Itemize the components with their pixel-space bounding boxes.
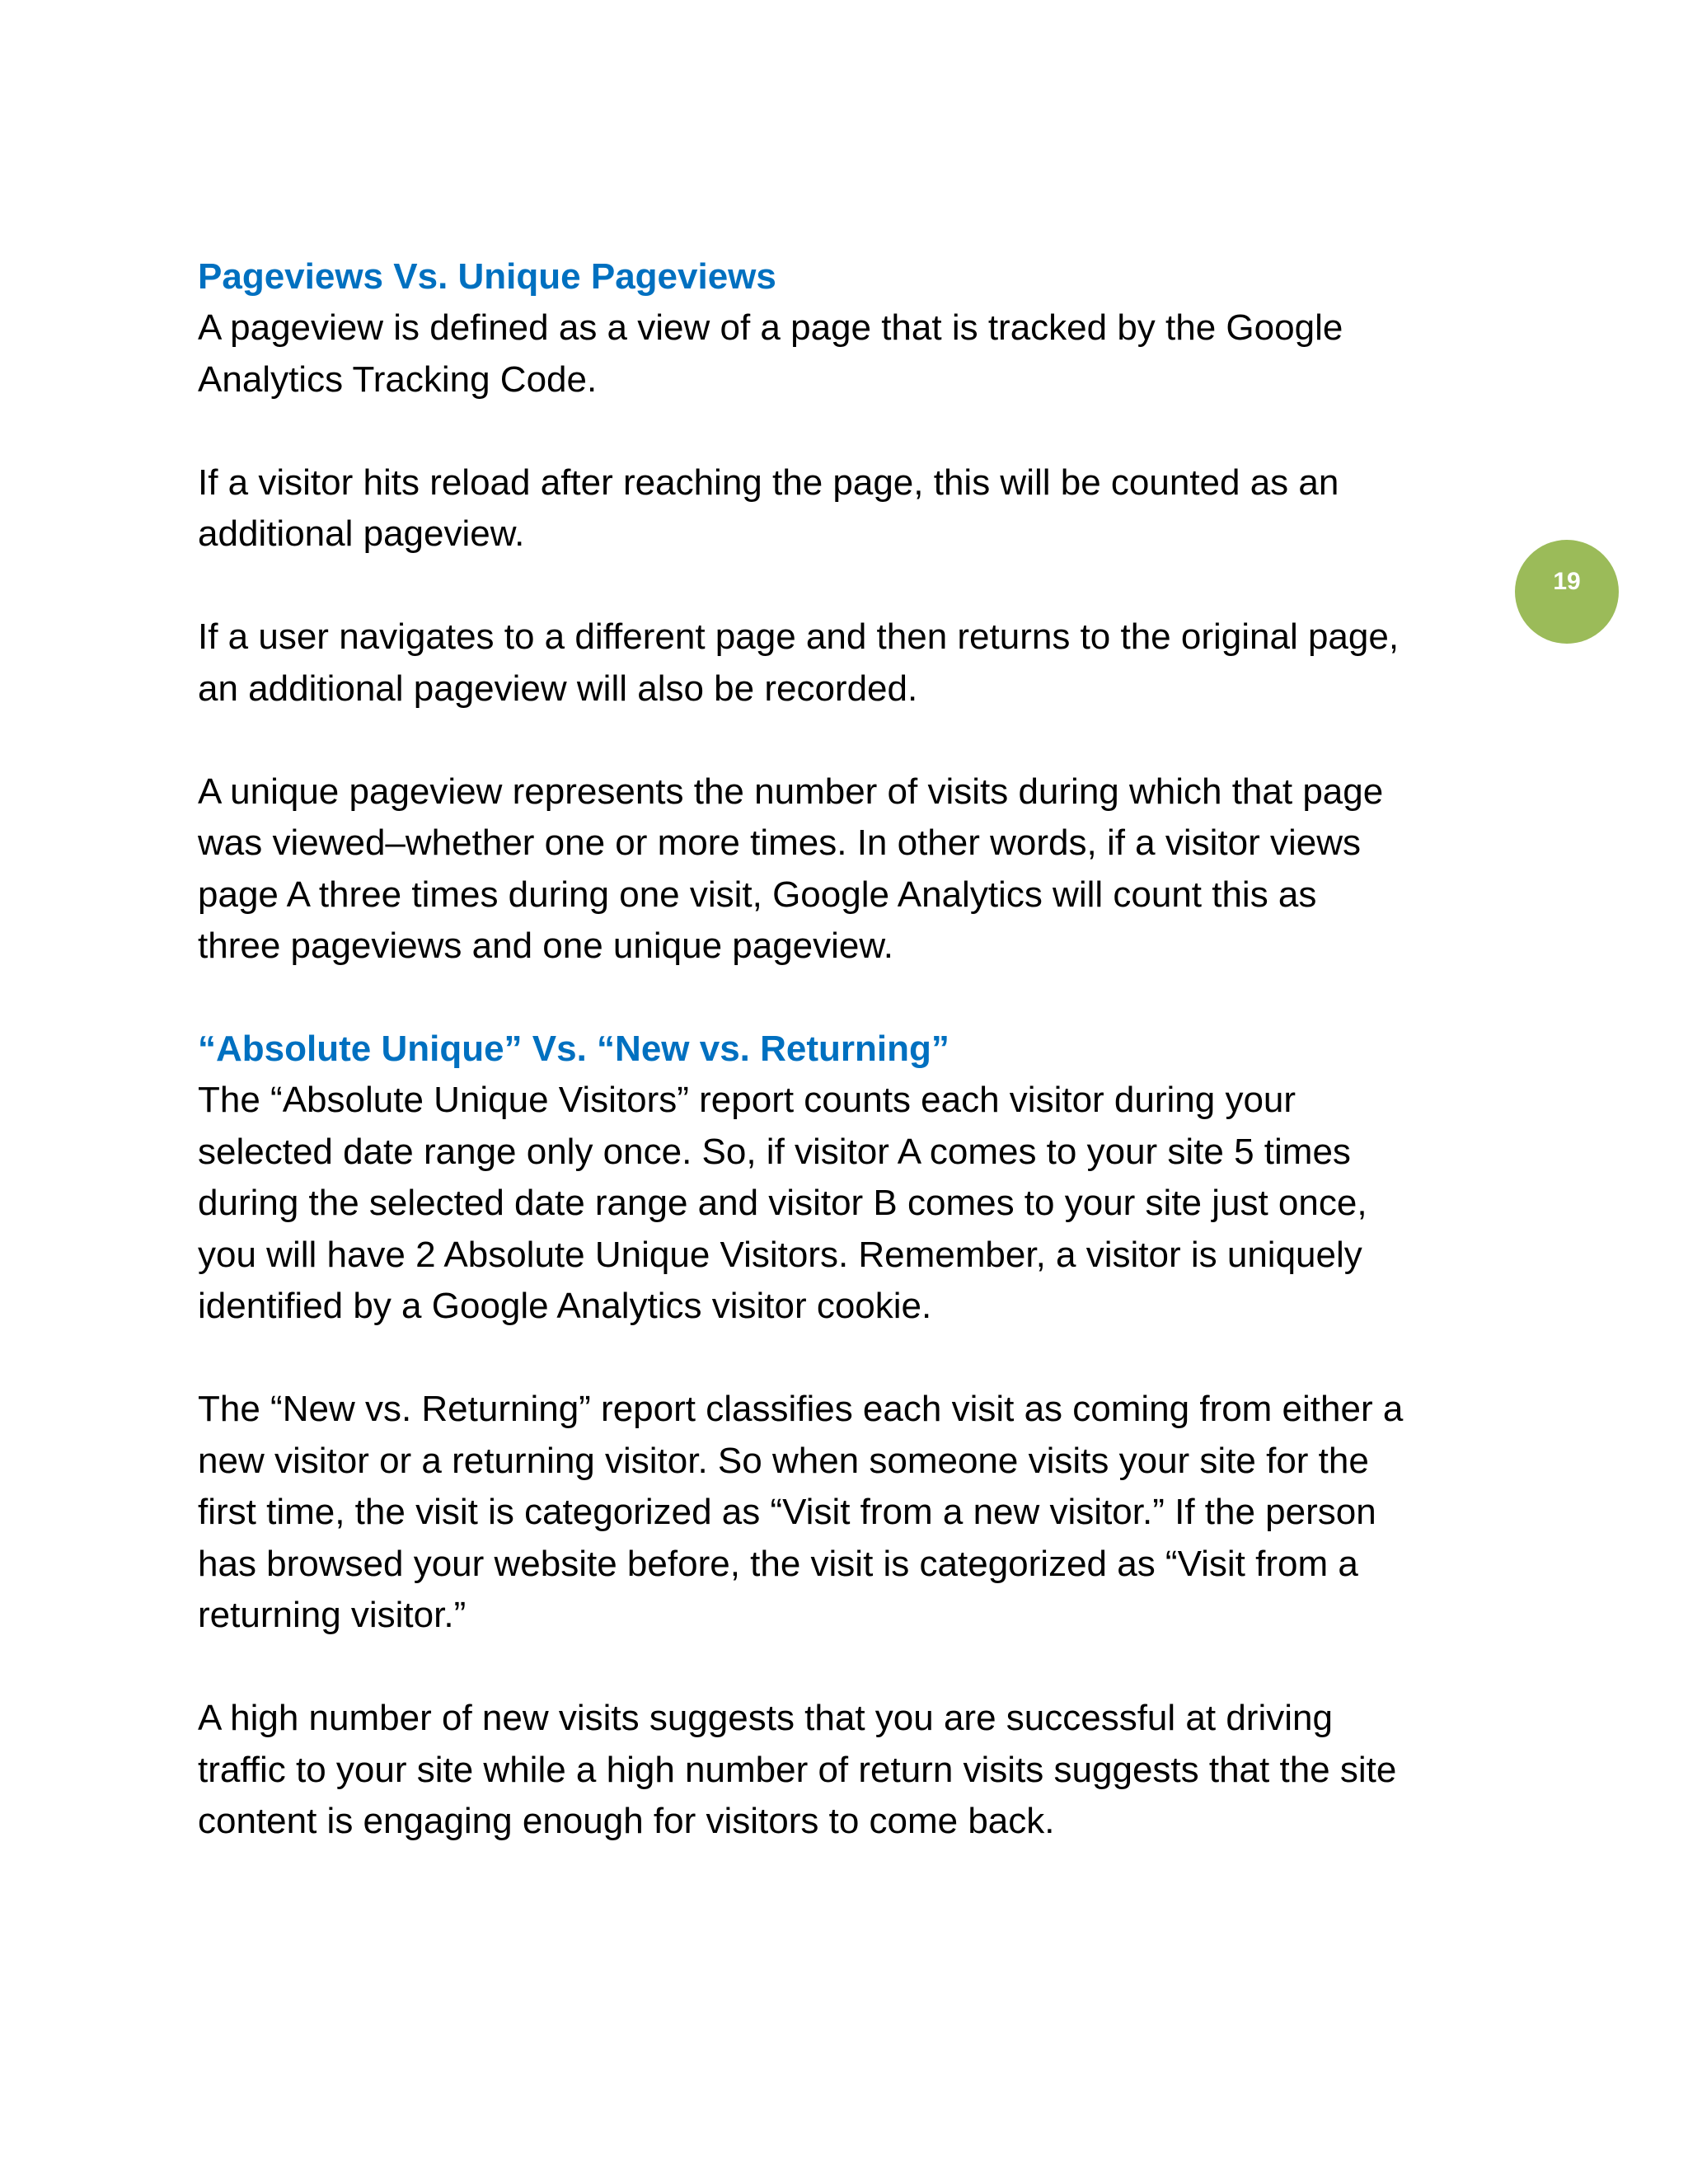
- page-number: 19: [1553, 568, 1581, 595]
- page-number-badge: [1515, 540, 1619, 644]
- document-body: [198, 251, 1484, 1848]
- paragraph: If a visitor hits reload after reaching the page, this will be counted as an additional pageview.: [198, 462, 1339, 554]
- paragraph: The “New vs. Returning” report classifies each visit as coming from either a new visitor or a returning visitor. So when someone visits your site for the first time, the visit is categorized as “Visit from a new visitor.” If the person has browsed your website before, the visit is categorized as “Visit from a returning visitor.”: [198, 1389, 1404, 1635]
- section-absolute-unique: [198, 1024, 1484, 1848]
- section-heading: Pageviews Vs. Unique Pageviews: [198, 256, 776, 297]
- section-pageviews: [198, 251, 1484, 972]
- paragraph: A high number of new visits suggests that you are successful at driving traffic to your site while a high number of return visits suggests that the site content is engaging enough for visitors to come back.: [198, 1698, 1397, 1841]
- section-heading: “Absolute Unique” Vs. “New vs. Returning”: [198, 1029, 950, 1069]
- paragraph: A unique pageview represents the number of visits during which that page was viewed–whether one or more times. In other words, if a visitor views page A three times during one visit, Google Analytics will count this as three pageviews and one unique pageview.: [198, 771, 1384, 966]
- paragraph: If a user navigates to a different page and then returns to the original page, an additional pageview will also be recorded.: [198, 616, 1400, 709]
- paragraph: The “Absolute Unique Visitors” report counts each visitor during your selected date range only once. So, if visitor A comes to your site 5 times during the selected date range and visitor B comes to your site just once, you will have 2 Absolute Unique Visitors. Remember, a visitor is uniquely identified by a Google Analytics visitor cookie.: [198, 1080, 1367, 1326]
- paragraph: A pageview is defined as a view of a page that is tracked by the Google Analytics Tracking Code.: [198, 307, 1343, 400]
